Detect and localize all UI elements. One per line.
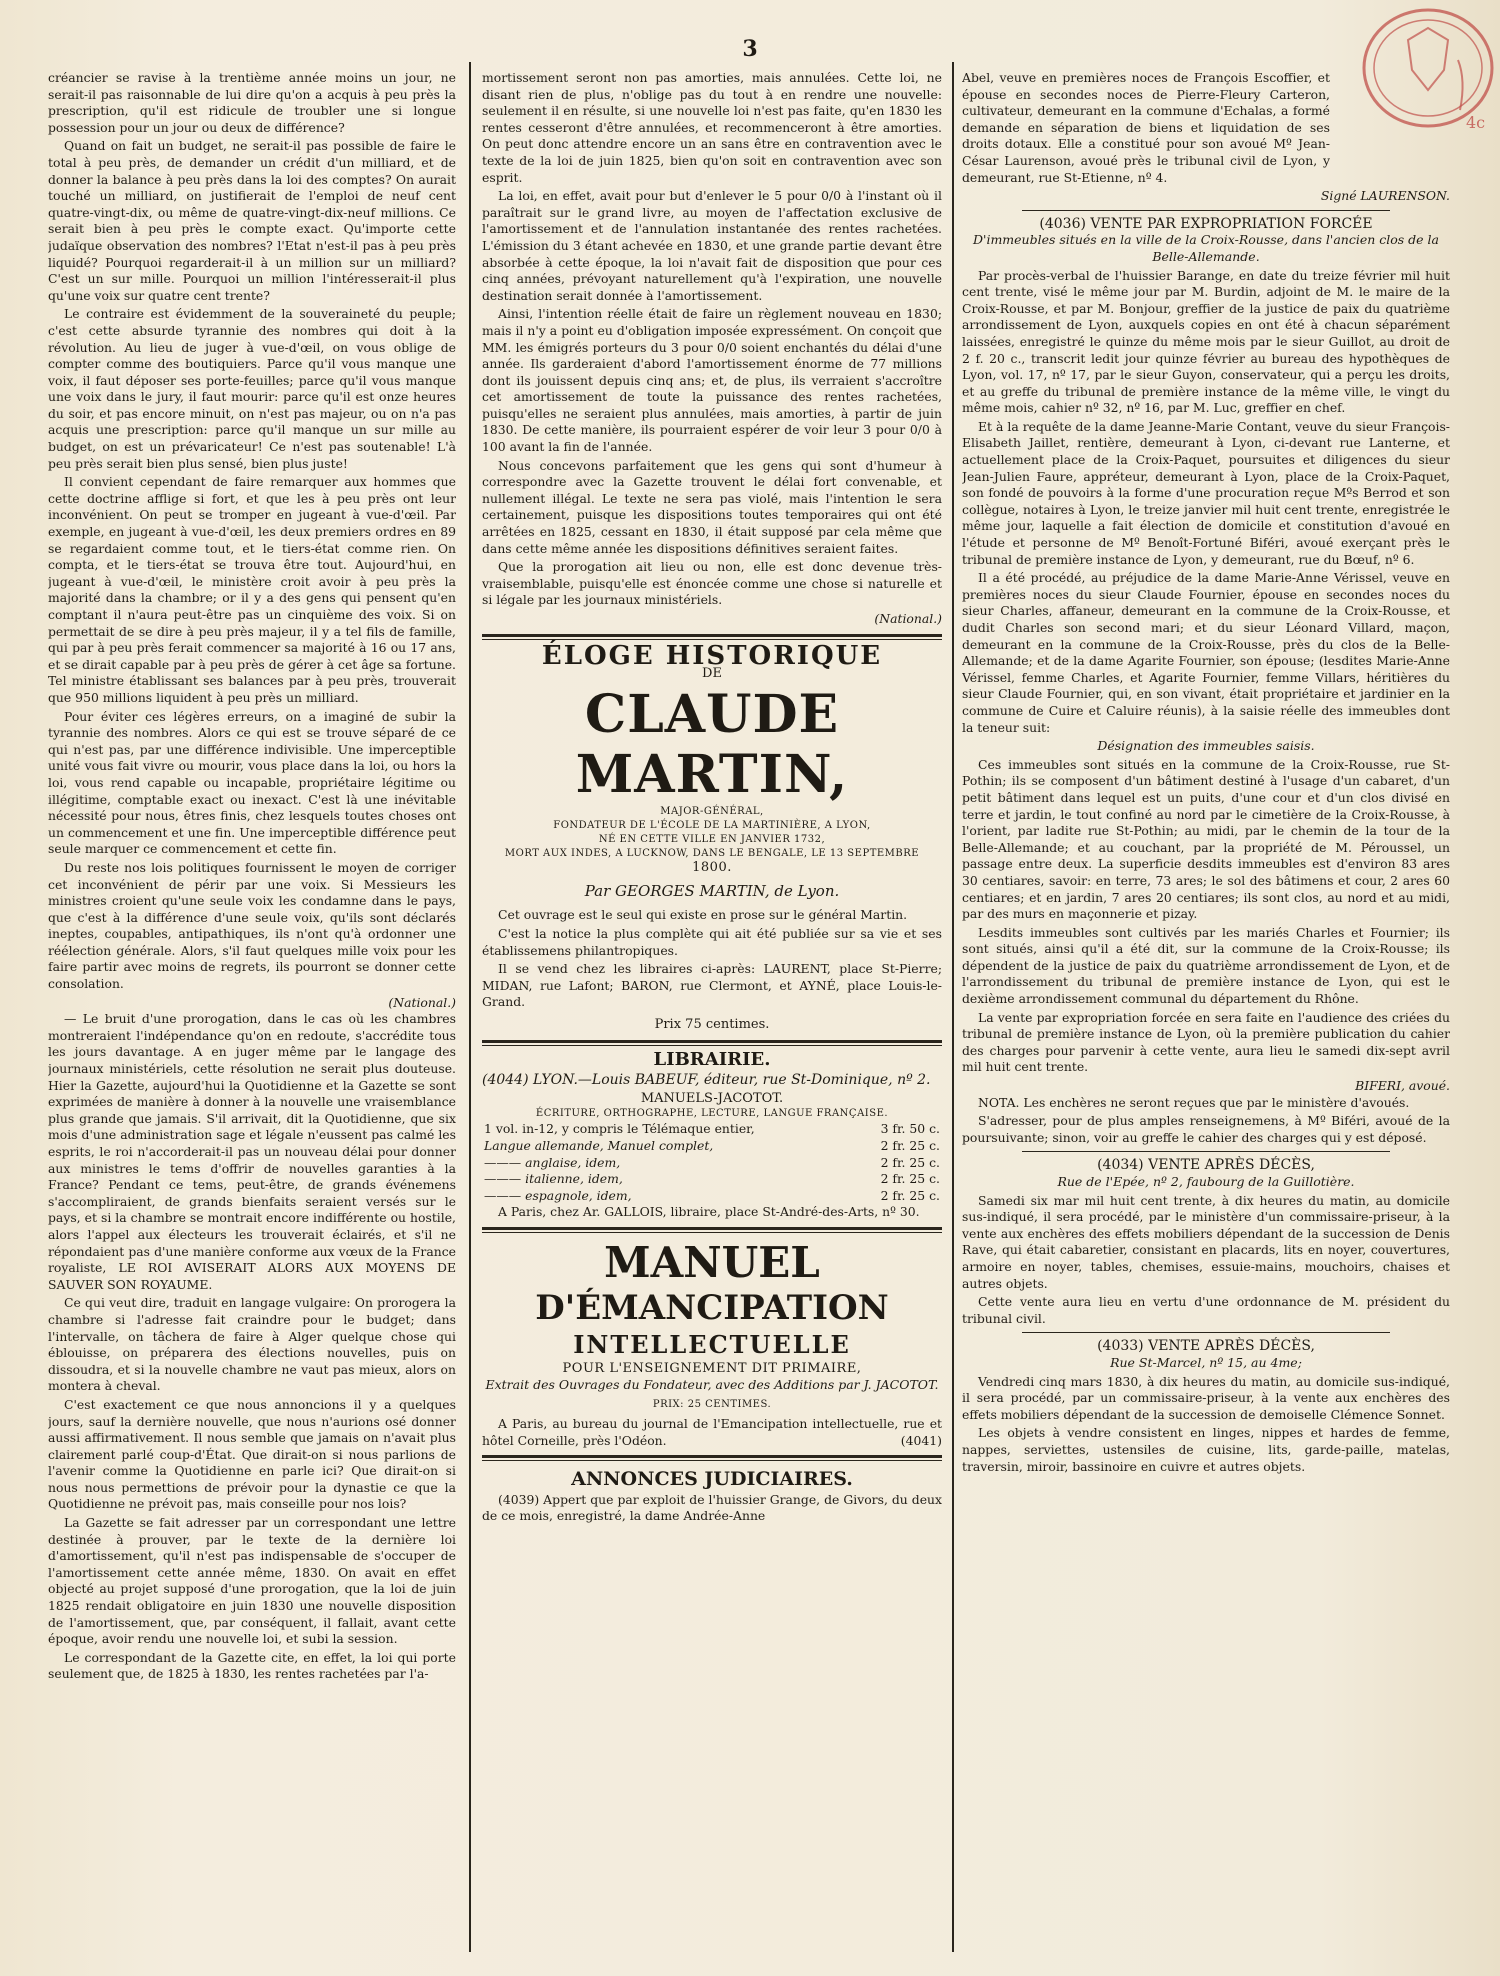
manuel-price: PRIX: 25 CENTIMES. — [652, 1399, 772, 1411]
eloge-advertisement — [482, 640, 942, 1034]
signature: BIFERI, avoué. — [1355, 1078, 1450, 1094]
price-value: 2 fr. 25 c. — [880, 1187, 940, 1203]
eloge-author: Par GEORGES MARTIN, de Lyon. — [584, 881, 840, 900]
vente-paragraph: S'adresser, pour de plus amples renseignemens, à Mº Biféri, avoué de la poursuivante; sinon, voir au greffe le cahier des charges qui y est déposé. — [962, 1113, 1450, 1145]
librairie-header: (4044) LYON.—Louis BABEUF, éditeur, rue St-Dominique, nº 2. — [482, 1072, 931, 1089]
eloge-line: MORT AUX INDES, A LUCKNOW, DANS LE BENGALE, LE 13 SEPTEMBRE — [504, 847, 920, 859]
price-item: ——— espagnole, idem, — [484, 1187, 632, 1203]
article-paragraph: Pour éviter ces légères erreurs, on a imaginé de subir la tyrannie des nombres. Alors ce qui est se trouve séparé de ce qui n'est pas, par une différence indivisible. Une imperceptible unité vous fait vivre ou mourir, vous place dans la loi, ou hors la loi, vous rend capable ou incapable, propriétaire légitime ou illégitime, comptable exact ou inexact. C'est là une inévitable nécessité pour nous, êtres finis, chez lesquels toutes choses ont un commencement et une fin. Une imperceptible différence peut seule marquer ce commencement et cette fin. — [48, 708, 456, 857]
eloge-line: FONDATEUR DE L'ÉCOLE DE LA MARTINIÈRE, A LYON, — [553, 819, 871, 831]
vente-subtitle: Rue St-Marcel, nº 15, au 4me; — [1110, 1354, 1302, 1370]
price-table — [482, 1121, 942, 1204]
eloge-name: CLAUDE MARTIN, — [575, 683, 849, 805]
price-row — [482, 1171, 942, 1188]
divider — [1022, 1332, 1390, 1333]
annonces-title: ANNONCES JUDICIAIRES. — [571, 1468, 853, 1491]
article-paragraph: — Le bruit d'une prorogation, dans le cas où les chambres montreraient l'indépendance qu'on en redoute, s'accrédite tous les jours davantage. A en juger même par le langage des journaux ministériels, cette résolution ne serait plus douteuse. Hier la Gazette, aujourd'hui la Quotidienne et la Gazette se sont exprimées de manière à donner à la nouvelle une vraisemblance plus grande que jamais. S'il arrivait, dit la Quotidienne, que six mois d'une administration sage et légale n'eussent pas calmé les esprits, le roi n'accorderait-il pas un nouveau délai pour donner aux ministres le tems d'offrir de nouvelles garanties à la France? Pendant ce tems, peut-être, de grands événemens s'accompliraient, de grands bienfaits seraient versés sur le pays, et si la chambre se montrait encore indifférente ou hostile, alors l'appel aux électeurs les trouverait éclairés, et s'il ne répondaient pas d'une manière conforme aux vœux de la France royaliste, LE ROI AVISERAIT ALORS AUX MOYENS DE SAUVER SON ROYAUME. — [48, 1011, 456, 1292]
page-number: 3 — [742, 36, 758, 62]
librairie-section — [482, 1048, 942, 1221]
eloge-de: DE — [702, 666, 722, 682]
article-paragraph: Il convient cependant de faire remarquer aux hommes que cette doctrine afflige si fort, et que les à peu près ont leur inconvénient. On peut se tromper en jugeant à vue-d'œil. Par exemple, en jugeant à vue-d'œil, les deux premiers ordres en 89 se regardaient comme tout, et le tiers-état comme rien. On compta, et le tiers-état se trouva être tout. Aujourd'hui, en jugeant à vue-d'œil, le ministère croit avoir à peu près la majorité dans la chambre; or il y a des gens qui pensent qu'en comptant il n'aura peut-être pas un cinquième des voix. Si on permettait de se dire à peu près majeur, il y a tel fils de famille, qui par à peu près ferait commencer sa majorité à 16 ou 17 ans, et se dirait capable par à peu près de gérer à cet âge sa fortune. Tel ministre établissant ses balances par à peu près, trouverait que 950 millions liquident à peu près un milliard. — [48, 474, 456, 705]
article-paragraph: créancier se ravise à la trentième année moins un jour, ne serait-il pas raisonnable de lui dire qu'on a acquis à peu près la prescription, qu'il est ridicule de troubler une si longue possession pour un jour ou deux de différence? — [48, 70, 456, 135]
column-3 — [962, 70, 1450, 1946]
vente-paragraph: Les objets à vendre consistent en linges, nippes et hardes de femme, nappes, serviettes, ustensiles de cuisine, lits, garde-paille, matelas, traversin, miroir, bassinoire en cuivre et autres objets. — [962, 1425, 1450, 1474]
vente-title: (4034) VENTE APRÈS DÉCÈS, — [1097, 1157, 1315, 1174]
manuel-extract: Extrait des Ouvrages du Fondateur, avec des Additions par J. JACOTOT. — [485, 1377, 939, 1393]
eloge-paragraph: Il se vend chez les libraires ci-après: LAURENT, place St-Pierre; MIDAN, rue Lafont; BARON, rue Clermont, et AYNÉ, place Louis-le-Grand. — [482, 961, 942, 1010]
article-paragraph: Ainsi, l'intention réelle était de faire un règlement nouveau en 1830; mais il n'y a point eu d'obligation imposée expressément. On conçoit que MM. les émigrés porteurs du 3 pour 0/0 soient enchantés du délai d'une année. Ils garderaient d'abord l'amortissement énorme de 77 millions dont ils jouissent depuis cinq ans; et, de plus, ils verraient s'accroître cet amortissement de toute la puissance des rentes rachetées, puisqu'elles ne seraient plus annulées, mais amorties, à partir de juin 1830. De cette manière, ils pourraient espérer de voir leur 3 pour 0/0 à 100 avant la fin de l'année. — [482, 306, 942, 455]
vente-paragraph: Ces immeubles sont situés en la commune de la Croix-Rousse, rue St-Pothin; ils se composent d'un bâtiment destiné à l'usage d'un cabaret, d'un petit bâtiment dans lequel est un puits, d'une cour et d'un clos divisé en terre et jardin, le tout confiné au nord par le cimetière de la Croix-Rousse, à l'orient, par ladite rue St-Pothin; au midi, par le chemin de la tour de la Belle-Allemande; et au couchant, par la propriété de M. Péroussel, un passage entre deux. La superficie desdits immeubles est d'environ 83 ares 30 centiares, savoir: en terre, 73 ares; le sol des bâtimens et cour, 2 ares 60 centiares; et en jardin, 7 ares 20 centiares; ils sont clos, au nord et au midi, par des murs en maçonnerie et pizay. — [962, 756, 1450, 922]
eloge-title: ÉLOGE HISTORIQUE — [541, 640, 883, 671]
manuel-subtitle: POUR L'ENSEIGNEMENT DIT PRIMAIRE, — [562, 1360, 862, 1376]
eloge-line: MAJOR-GÉNÉRAL, — [660, 805, 764, 817]
eloge-paragraph: Cet ouvrage est le seul qui existe en prose sur le général Martin. — [498, 907, 908, 923]
price-row — [482, 1188, 942, 1205]
divider — [1022, 210, 1390, 211]
column-rule-1 — [469, 62, 471, 1952]
manuel-paris — [482, 1416, 942, 1449]
signature: Signé LAURENSON. — [1320, 188, 1450, 204]
vente-paragraph: Et à la requête de la dame Jeanne-Marie Contant, veuve du sieur François-Elisabeth Jaillet, rentière, demeurant à Lyon, ci-devant rue Lanterne, et actuellement place de la Croix-Paquet, poursuites et diligences du sieur Jean-Julien Faure, appréteur, demeurant à Lyon, place de la Croix-Paquet, son fondé de pouvoirs à la forme d'une procuration reçue Mºs Berrod et son collègue, notaires à Lyon, le treize janvier mil huit cent trente, enregistrée le même jour, laquelle a fait élection de domicile et constitution d'avoué en l'étude et personne de Mº Benoît-Fortuné Biféri, avoué exerçant près le tribunal de première instance de Lyon, y demeurant, rue du Bœuf, nº 6. — [962, 418, 1450, 567]
price-item: Langue allemande, Manuel complet, — [484, 1137, 714, 1153]
article-paragraph: La Gazette se fait adresser par un correspondant une lettre destinée à prouver, par le texte de la dernière loi d'amortissement, qu'il n'est pas indispensable de s'occuper de l'amortissement cette année même, 1830. On avait en effet objecté au projet supposé d'une prorogation, que la loi de juin 1825 rendait obligatoire en juin 1830 une nouvelle disposition de l'amortissement, que, par conséquent, il fallait, avant cette époque, avoir rendu une nouvelle loi, et subi la session. — [48, 1515, 456, 1647]
column-rule-2 — [952, 62, 954, 1952]
price-item: ——— anglaise, idem, — [484, 1154, 621, 1170]
manuels-title: MANUELS-JACOTOT. — [640, 1090, 784, 1106]
manuel-advertisement — [482, 1239, 942, 1449]
manuels-subjects: ÉCRITURE, ORTHOGRAPHE, LECTURE, LANGUE FRANÇAISE. — [535, 1108, 889, 1120]
column-2 — [482, 70, 942, 1946]
vente-subtitle: D'immeubles situés en la ville de la Croix-Rousse, dans l'ancien clos de la Belle-Allemande. — [973, 232, 1439, 264]
nota-paragraph: NOTA. Les enchères ne seront reçues que par le ministère d'avoués. — [978, 1094, 1410, 1110]
article-paragraph: Que la prorogation ait lieu ou non, elle est donc devenue très-vraisemblable, puisqu'elle est énoncée comme une chose si naturelle et si légale par les journaux ministériels. — [482, 559, 942, 608]
article-paragraph: Quand on fait un budget, ne serait-il pas possible de faire le total à peu près, de demander un crédit d'un milliard, et de donner la balance à peu près dans la loi des comptes? On aurait touché un milliard, on justifierait de l'emploi de neuf cent quatre-vingt-dix, ou même de quatre-vingt-dix-neuf millions. Ce serait bien à peu près le compte exact. Qu'importe cette judaïque observation des nombres? l'Etat n'est-il pas à peu près liquidé? Pourquoi regarderait-il à un million sur un milliard? C'est un sur mille. Pourquoi un million l'intéresserait-il plus qu'une voix sur quatre cent trente? — [48, 138, 456, 303]
annonce-paragraph: (4039) Appert que par exploit de l'huissier Grange, de Givors, du deux de ce mois, enregistré, la dame Andrée-Anne — [482, 1491, 942, 1524]
price-row — [482, 1121, 942, 1138]
librairie-paris: A Paris, chez Ar. GALLOIS, libraire, place St-André-des-Arts, nº 30. — [498, 1204, 920, 1220]
column-1 — [48, 70, 456, 1946]
vente-paragraph: Lesdits immeubles sont cultivés par les mariés Charles et Fournier; ils sont situés, ainsi qu'il a été dit, sur la commune de la Croix-Rousse; ils dépendent de la justice de paix du quatrième arrondissement de Lyon, et de l'arrondissement du tribunal de première instance de Lyon, qui est le dexième arrondissement communal du département du Rhône. — [962, 924, 1450, 1007]
vente-paragraph: Par procès-verbal de l'huissier Barange, en date du treize février mil huit cent trente, visé le même jour par M. Burdin, adjoint de M. le maire de la Croix-Rousse, et par M. Bonjour, greffier de la justice de paix du quatrième arrondissement de Lyon, auxquels copies en ont été à chacun séparément laissées, enregistré le quinze du même mois par le sieur Guillot, au droit de 2 f. 20 c., transcrit ledit jour quinze février au bureau des hypothèques de Lyon, vol. 17, nº 17, par le sieur Guyon, conservateur, qui a perçu les droits, et au greffe du tribunal de première instance de la même ville, le vingt du même mois, cahier nº 32, nº 16, par M. Luc, greffier en chef. — [962, 267, 1450, 416]
vente-title: (4033) VENTE APRÈS DÉCÈS, — [1097, 1338, 1315, 1355]
eloge-paragraph: C'est la notice la plus complète qui ait été publiée sur sa vie et ses établissemens philantropiques. — [482, 925, 942, 958]
vente-paragraph: Vendredi cinq mars 1830, à dix heures du matin, au domicile sus-indiqué, il sera procédé, par un commissaire-priseur, à la vente aux enchères des effets mobiliers dépendant de la succession de demoiselle Clémence Sonnet. — [962, 1373, 1450, 1422]
article-paragraph: La loi, en effet, avait pour but d'enlever le 5 pour 0/0 à l'instant où il paraîtrait sur le grand livre, au moyen de l'affectation exclusive de l'amortissement et de l'annulation instantanée des rentes rachetées. L'émission du 3 étant achevée en 1830, et une grande partie devant être absorbée à cette époque, la loi n'avait fait de disposition que pour ces cinq années, prévoyant naturellement qu'à l'expiration, une nouvelle destination serait donnée à l'amortissement. — [482, 188, 942, 303]
article-paragraph: mortissement seront non pas amorties, mais annulées. Cette loi, ne disant rien de plus, n'oblige pas du tout à en rendre une nouvelle: seulement il en résulte, si une nouvelle loi n'est pas faite, qu'en 1830 les rentes cesseront d'être annulées, et recommenceront à être amorties. On peut donc attendre encore un an sans être en contravention avec le texte de la loi de juin 1825, bien qu'on soit en contravention avec son esprit. — [482, 70, 942, 185]
manuel-title-3: INTELLECTUELLE — [573, 1329, 851, 1359]
vente-paragraph: Il a été procédé, au préjudice de la dame Marie-Anne Vérissel, veuve en premières noces du sieur Claude Fournier, épouse en secondes noces du sieur Charles, affaneur, demeurant en la commune de la Croix-Rousse, et dudit Charles son second mari; et du sieur Léonard Villard, maçon, demeurant en la commune de la Croix-Rousse, près du clos de la Belle-Allemande; et de la dame Agarite Fournier, son épouse; (lesdites Marie-Anne Vérissel, femme Charles, et Agarite Fournier, femme Villars, héritières du sieur Claude Fournier, qui, en son vivant, était propriétaire et jardinier en la commune de Cuire et Caluire réunis), à la saisie réelle des immeubles dont la teneur suit: — [962, 570, 1450, 735]
article-paragraph: Du reste nos lois politiques fournissent le moyen de corriger cet inconvénient de périr par une voix. Si Messieurs les ministres croient qu'une seule voix les condamne dans le pays, que c'est à la différence d'une seule voix, qu'ils sont déclarés ineptes, coupables, antipathiques, ils n'ont qu'à ordonner une réélection générale. Alors, s'il faut quelques mille voix pour les faire partir avec moins de regrets, ils pourront se donner cette consolation. — [48, 859, 456, 992]
manuel-title-2: D'ÉMANCIPATION — [535, 1287, 889, 1328]
price-row — [482, 1138, 942, 1155]
article-paragraph: Ce qui veut dire, traduit en langage vulgaire: On prorogera la chambre si l'adresse fait craindre pour le budget; dans l'intervalle, on tâchera de faire à Alger quelque chose qui éblouisse, on préparera des élections nouvelles, puis on dissoudra, et si la nouvelle chambre ne vaut pas mieux, alors on montera à cheval. — [48, 1295, 456, 1394]
source-credit: (National.) — [874, 611, 942, 626]
stamp-value: 4c — [1466, 113, 1486, 132]
annonce-paragraph: Abel, veuve en premières noces de François Escoffier, et épouse en secondes noces de Pierre-Fleury Carteron, cultivateur, demeurant en la commune d'Echalas, a formé demande en séparation de biens et liquidation de ses droits dotaux. Elle a constitué pour son avoué Mº Jean-César Laurenson, avoué près le tribunal civil de Lyon, y demeurant, rue St-Etienne, nº 4. — [962, 70, 1330, 185]
vente-paragraph: Cette vente aura lieu en vertu d'une ordonnance de M. président du tribunal civil. — [962, 1294, 1450, 1326]
designation-heading: Désignation des immeubles saisis. — [1097, 738, 1315, 754]
section-divider — [482, 1227, 942, 1233]
section-divider — [482, 634, 942, 640]
librairie-title: LIBRAIRIE. — [653, 1048, 771, 1070]
eloge-price: Prix 75 centimes. — [654, 1016, 770, 1032]
price-value: 2 fr. 25 c. — [880, 1171, 940, 1187]
price-value: 2 fr. 25 c. — [880, 1137, 940, 1153]
article-paragraph: Le correspondant de la Gazette cite, en effet, la loi qui porte seulement que, de 1825 à 1830, les rentes rachetées par l'a- — [48, 1649, 456, 1682]
section-divider — [482, 1040, 942, 1046]
price-value: 2 fr. 25 c. — [880, 1154, 940, 1170]
manuel-number: (4041) — [900, 1432, 942, 1448]
vente-subtitle: Rue de l'Epée, nº 2, faubourg de la Guillotière. — [1057, 1174, 1355, 1189]
article-paragraph: Nous concevons parfaitement que les gens qui sont d'humeur à correspondre avec la Gazette trouvent le délai fort convenable, et nullement illégal. Le texte ne sera pas violé, mais l'intention le sera certainement, puisque les dispositions toutes temporaires qui ont été arrêtées en 1825, cessant en 1830, il était supposé par cela même que dans cette même année les dispositions définitives seraient faites. — [482, 457, 942, 556]
eloge-line: 1800. — [692, 859, 732, 875]
price-row — [482, 1155, 942, 1172]
divider — [1022, 1151, 1390, 1152]
price-item: 1 vol. in-12, y compris le Télémaque entier, — [484, 1121, 755, 1137]
article-paragraph: Le contraire est évidemment de la souveraineté du peuple; c'est cette absurde tyrannie des nombres qui doit à la révolution. Au lieu de juger à vue-d'œil, on vous oblige de compter comme des boutiquiers. Parce qu'il vous manque une voix, il faut déposer ses porte-feuilles; parce qu'il vous manque une voix dans le jury, il faut mourir: parce qu'il est onze heures du soir, et pas encore minuit, on n'est pas majeur, ou on n'a pas acquis une prescription: parce qu'il manque un sur mille au budget, on est un prévaricateur! Ce n'est pas soutenable! L'à peu près serait bien plus sensé, bien plus juste! — [48, 306, 456, 471]
vente-title: (4036) VENTE PAR EXPROPRIATION FORCÉE — [1039, 215, 1373, 232]
source-credit: (National.) — [388, 994, 456, 1010]
vente-paragraph: La vente par expropriation forcée en sera faite en l'audience des criées du tribunal de première instance de Lyon, où la première publication du cahier des charges pour parvenir à cette vente, aura lieu le samedi dix-sept avril mil huit cent trente. — [962, 1009, 1450, 1075]
manuel-title: MANUEL — [604, 1237, 820, 1287]
section-divider — [482, 1455, 942, 1461]
vente-paragraph: Samedi six mar mil huit cent trente, à dix heures du matin, au domicile sus-indiqué, il sera procédé, par le ministère d'un commissaire-priseur, à la vente aux enchères des effets mobiliers dépendant de la succession de Denis Rave, qui était cabaretier, consistant en placards, lits en noyer, couvertures, armoire en noyer, tables, chemises, essuie-mains, mouchoirs, chaises et autres objets. — [962, 1192, 1450, 1291]
price-item: ——— italienne, idem, — [484, 1171, 623, 1187]
eloge-line: NÉ EN CETTE VILLE EN JANVIER 1732, — [598, 833, 826, 845]
article-paragraph: C'est exactement ce que nous annoncions il y a quelques jours, sauf la dernière nouvelle, que nous n'aurions osé donner aussi affirmativement. Il nous semble que jamais on n'avait plus clairement parlé coup-d'État. Que dirait-on si nous parlions de l'avenir comme la Quotidienne en parle ici? Que dirait-on si nous nous permettions de prévoir pour la dynastie ce que la Quotidienne ne prévoit pas, mais conseille pour nos lois? — [48, 1396, 456, 1512]
manuel-paris-text: A Paris, au bureau du journal de l'Emancipation intellectuelle, rue et hôtel Corneille, près l'Odéon. — [482, 1416, 942, 1448]
price-value: 3 fr. 50 c. — [880, 1121, 940, 1137]
